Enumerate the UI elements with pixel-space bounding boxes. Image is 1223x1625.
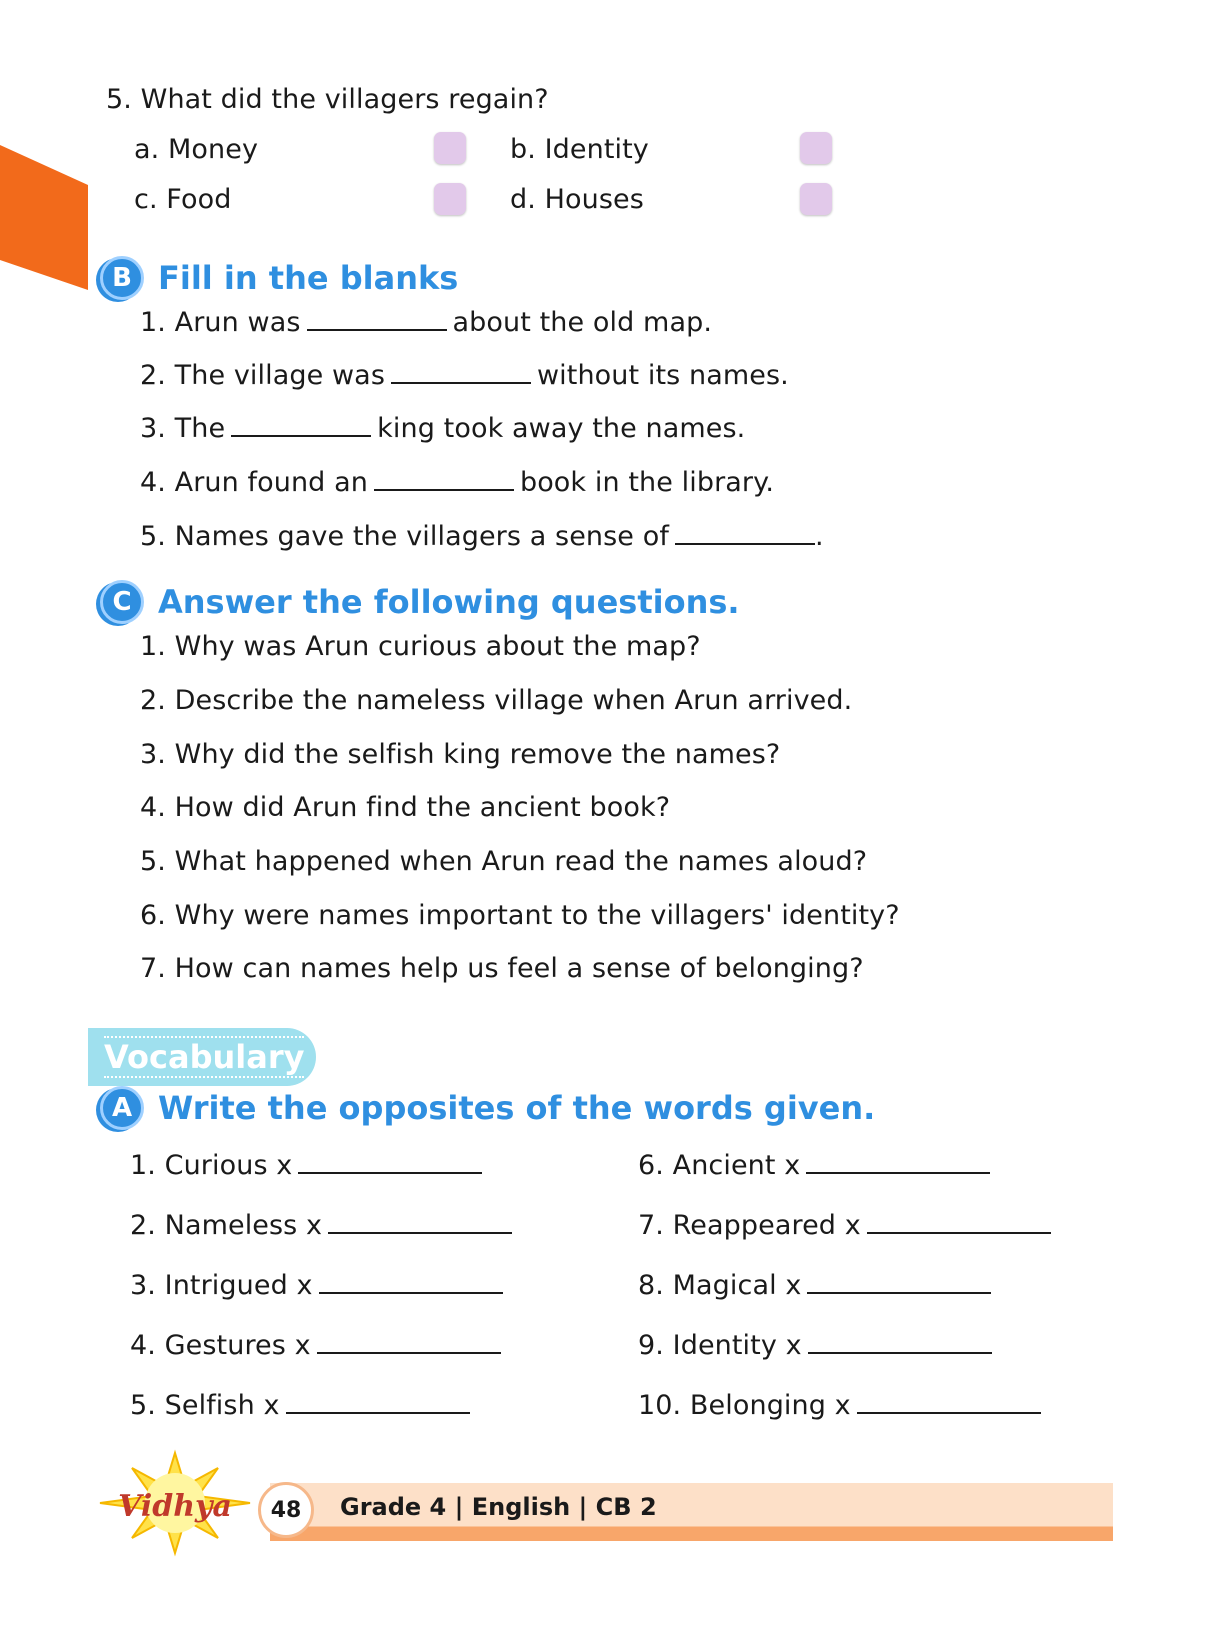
question-4: 4. How did Arun find the ancient book?: [140, 792, 671, 823]
vocabulary-a-title: Write the opposites of the words given.: [158, 1089, 876, 1127]
section-b-badge: B: [100, 256, 144, 300]
opposite-item: 9. Identity x: [638, 1330, 998, 1361]
checkbox-option-a[interactable]: [434, 132, 466, 164]
section-b-header: [100, 256, 458, 300]
fill-blank-5: 5. Names gave the villagers a sense of .: [140, 521, 824, 552]
blank-line[interactable]: [391, 360, 531, 384]
blank-line[interactable]: [319, 1270, 503, 1294]
opposite-item: 5. Selfish x: [130, 1390, 476, 1421]
vocabulary-a-header: [100, 1086, 875, 1130]
mcq-option-d: d. Houses: [510, 184, 644, 215]
logo-text: Vidhya: [118, 1489, 232, 1524]
fill-blank-3: 3. The king took away the names.: [140, 413, 746, 444]
mcq-option-b: b. Identity: [510, 134, 649, 165]
vidhya-logo: [90, 1448, 260, 1558]
question-3: 3. Why did the selfish king remove the names?: [140, 739, 781, 770]
page-number: 48: [258, 1482, 314, 1538]
section-b-title: Fill in the blanks: [158, 259, 459, 297]
blank-line[interactable]: [867, 1210, 1051, 1234]
blank-line[interactable]: [307, 307, 447, 331]
checkbox-option-b[interactable]: [800, 132, 832, 164]
question-1: 1. Why was Arun curious about the map?: [140, 631, 701, 662]
question-7: 7. How can names help us feel a sense of belonging?: [140, 953, 864, 984]
opposite-item: 8. Magical x: [638, 1270, 997, 1301]
fill-blank-2: 2. The village was without its names.: [140, 360, 789, 391]
orange-corner-tab: [0, 145, 88, 290]
question-2: 2. Describe the nameless village when Arun arrived.: [140, 685, 853, 716]
section-c-badge: C: [100, 580, 144, 624]
checkbox-option-d[interactable]: [800, 183, 832, 215]
opposite-item: 7. Reappeared x: [638, 1210, 1057, 1241]
blank-line[interactable]: [806, 1150, 990, 1174]
opposite-item: 6. Ancient x: [638, 1150, 996, 1181]
opposite-item: 1. Curious x: [130, 1150, 488, 1181]
section-c-header: [100, 580, 740, 624]
blank-line[interactable]: [675, 521, 815, 545]
vocabulary-tag-label: Vocabulary: [104, 1038, 305, 1076]
blank-line[interactable]: [807, 1270, 991, 1294]
blank-line[interactable]: [808, 1330, 992, 1354]
blank-line[interactable]: [317, 1330, 501, 1354]
blank-line[interactable]: [328, 1210, 512, 1234]
opposite-item: 2. Nameless x: [130, 1210, 518, 1241]
blank-line[interactable]: [286, 1390, 470, 1414]
vocabulary-a-badge: A: [100, 1086, 144, 1130]
question-6: 6. Why were names important to the villagers' identity?: [140, 900, 900, 931]
fill-blank-4: 4. Arun found an book in the library.: [140, 467, 775, 498]
opposite-item: 4. Gestures x: [130, 1330, 507, 1361]
question-5: 5. What happened when Arun read the names aloud?: [140, 846, 868, 877]
blank-line[interactable]: [374, 467, 514, 491]
mcq-question: 5. What did the villagers regain?: [106, 84, 549, 115]
blank-line[interactable]: [857, 1390, 1041, 1414]
blank-line[interactable]: [298, 1150, 482, 1174]
opposite-item: 10. Belonging x: [638, 1390, 1047, 1421]
section-c-title: Answer the following questions.: [158, 583, 740, 621]
footer-text: Grade 4 | English | CB 2: [340, 1493, 657, 1521]
blank-line[interactable]: [231, 413, 371, 437]
vocabulary-tag: [88, 1028, 316, 1086]
fill-blank-1: 1. Arun was about the old map.: [140, 307, 713, 338]
mcq-option-a: a. Money: [134, 134, 259, 165]
opposite-item: 3. Intrigued x: [130, 1270, 509, 1301]
mcq-option-c: c. Food: [134, 184, 232, 215]
checkbox-option-c[interactable]: [434, 183, 466, 215]
